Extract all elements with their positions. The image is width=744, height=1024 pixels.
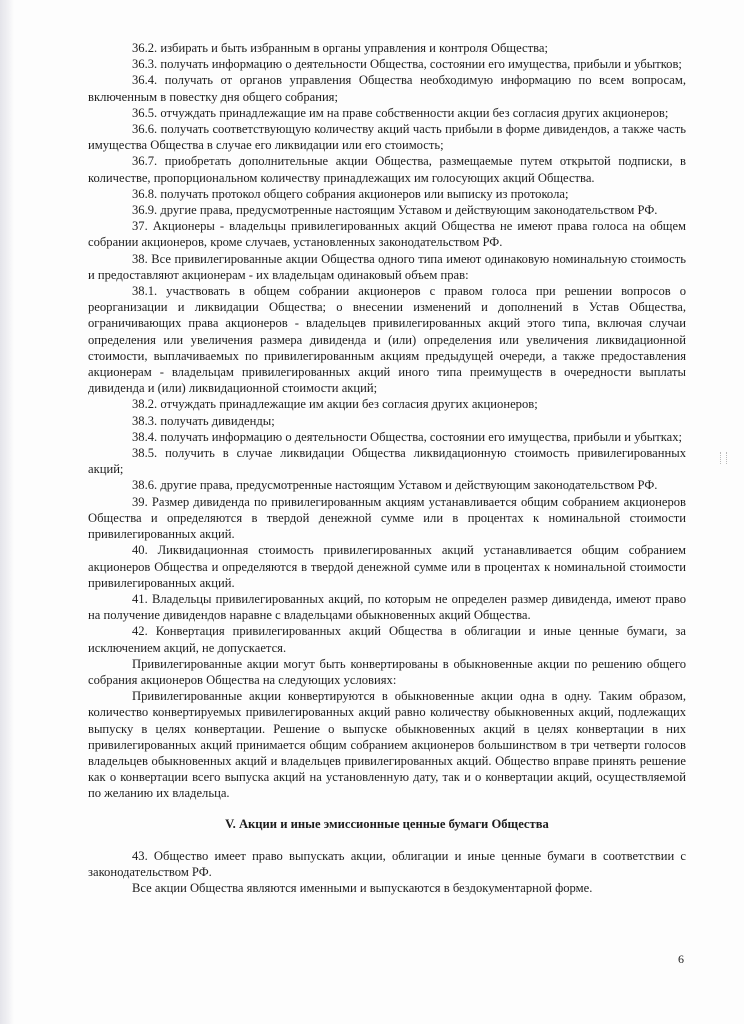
scan-edge-shadow [0, 0, 14, 1024]
clause-43: 43. Общество имеет право выпускать акции, облигации и иные ценные бумаги в соответствии с законодательством РФ. [88, 848, 686, 879]
conversion-terms-paragraph: Привилегированные акции конвертируются в обыкновенные акции одна в одну. Таким образом, количество конвертируемых привилегированных акций равно количеству обыкновенных акций, подлежащих выпуску в целях конвертации. Решение о выпуске обыкновенных акций в целях конвертации в них привилегированных акций принимается общим собранием акционеров большинством в три четверти голосов владельцев обыкновенных акций и владельцев привилегированных акций. Общество вправе принять решение как о конвертации всего выпуска акций на установленную дату, так и о конвертации акций, осуществляемой по желанию их владельца. [88, 689, 686, 801]
conversion-paragraph: Привилегированные акции могут быть конвертированы в обыкновенные акции по решению общего собрания акционеров Общества на следующих условиях: [88, 656, 686, 687]
clause-41: 41. Владельцы привилегированных акций, по которым не определен размер дивиденда, имеют право на получение дивидендов наравне с владельцами обыкновенных акций Общества. [88, 591, 686, 623]
registered-shares-paragraph: Все акции Общества являются именными и выпускаются в бездокументарной форме. [132, 881, 593, 896]
clause-38-6: 38.6. другие права, предусмотренные настоящим Уставом и действующим законодательством РФ. [132, 478, 658, 493]
document-body [88, 40, 686, 896]
clause-36-8: 36.8. получать протокол общего собрания акционеров или выписку из протокола; [132, 186, 569, 201]
clause-38-4: 38.4. получать информацию о деятельности Общества, состоянии его имущества, прибыли и убытках; [132, 429, 683, 444]
clause-39: 39. Размер дивиденда по привилегированным акциям устанавливается общим собранием акционеров Общества и определяются в твердой денежной сумме или в процентах к номинальной стоимости привилегированных акций. [88, 494, 686, 542]
clause-37: 37. Акционеры - владельцы привилегированных акций Общества не имеют права голоса на общем собрании акционеров, кроме случаев, установленных законодательством РФ. [88, 219, 686, 250]
clause-42: 42. Конвертация привилегированных акций Общества в облигации и иные ценные бумаги, за исключением акций, не допускается. [88, 624, 686, 655]
page-number: 6 [678, 952, 684, 966]
clause-36-3: 36.3. получать информацию о деятельности Общества, состоянии его имущества, прибыли и убытков; [132, 57, 682, 72]
scan-artifact-mark [720, 452, 727, 464]
clause-38-3: 38.3. получать дивиденды; [132, 413, 275, 428]
clause-38-1: 38.1. участвовать в общем собрании акционеров с правом голоса при решении вопросов о реорганизации и ликвидации Общества; о внесении изменений и дополнений в Устав Общества, ограничивающих права акционеров - владельцев привилегированных акций этого типа, включая случаи определения или увеличения размера дивиденда и (или) определения или увеличения ликвидационной стоимости, выплачиваемых по привилегированным акциям предыдущей очереди, а также предоставления акционерам - владельцам привилегированных акций иного типа преимуществ в очередности выплаты дивиденда и (или) ликвидационной стоимости акций; [88, 284, 686, 396]
clause-36-6: 36.6. получать соответствующую количеству акций часть прибыли в форме дивидендов, а также часть имущества Общества в случае его ликвидации или его стоимость; [88, 122, 686, 153]
section-heading: V. Акции и иные эмиссионные ценные бумаги Общества [225, 816, 549, 831]
clause-40: 40. Ликвидационная стоимость привилегированных акций устанавливается общим собранием акционеров Общества и определяются в твердой денежной сумме или в процентах к номинальной стоимости привилегированных акций. [88, 543, 686, 590]
clause-36-7: 36.7. приобретать дополнительные акции Общества, размещаемые путем открытой подписки, в количестве, пропорциональном количеству принадлежащих им голосующих акций Общества. [88, 154, 686, 185]
clause-36-4: 36.4. получать от органов управления Общества необходимую информацию по всем вопросам, включенным в повестку дня общего собрания; [88, 73, 686, 104]
clause-36-2: 36.2. избирать и быть избранным в органы управления и контроля Общества; [132, 41, 548, 55]
clause-38-5: 38.5. получить в случае ликвидации Общества ликвидационную стоимость привилегированных акций; [88, 446, 686, 477]
clause-36-5: 36.5. отчуждать принадлежащие им на праве собственности акции без согласия других акционеров; [132, 105, 669, 120]
clause-38-2: 38.2. отчуждать принадлежащие им акции без согласия других акционеров; [132, 397, 538, 412]
clause-36-9: 36.9. другие права, предусмотренные настоящим Уставом и действующим законодательством РФ. [132, 203, 658, 218]
clause-38: 38. Все привилегированные акции Общества одного типа имеют одинаковую номинальную стоимость и предоставляют акционерам - их владельцам одинаковый объем прав: [88, 251, 686, 282]
